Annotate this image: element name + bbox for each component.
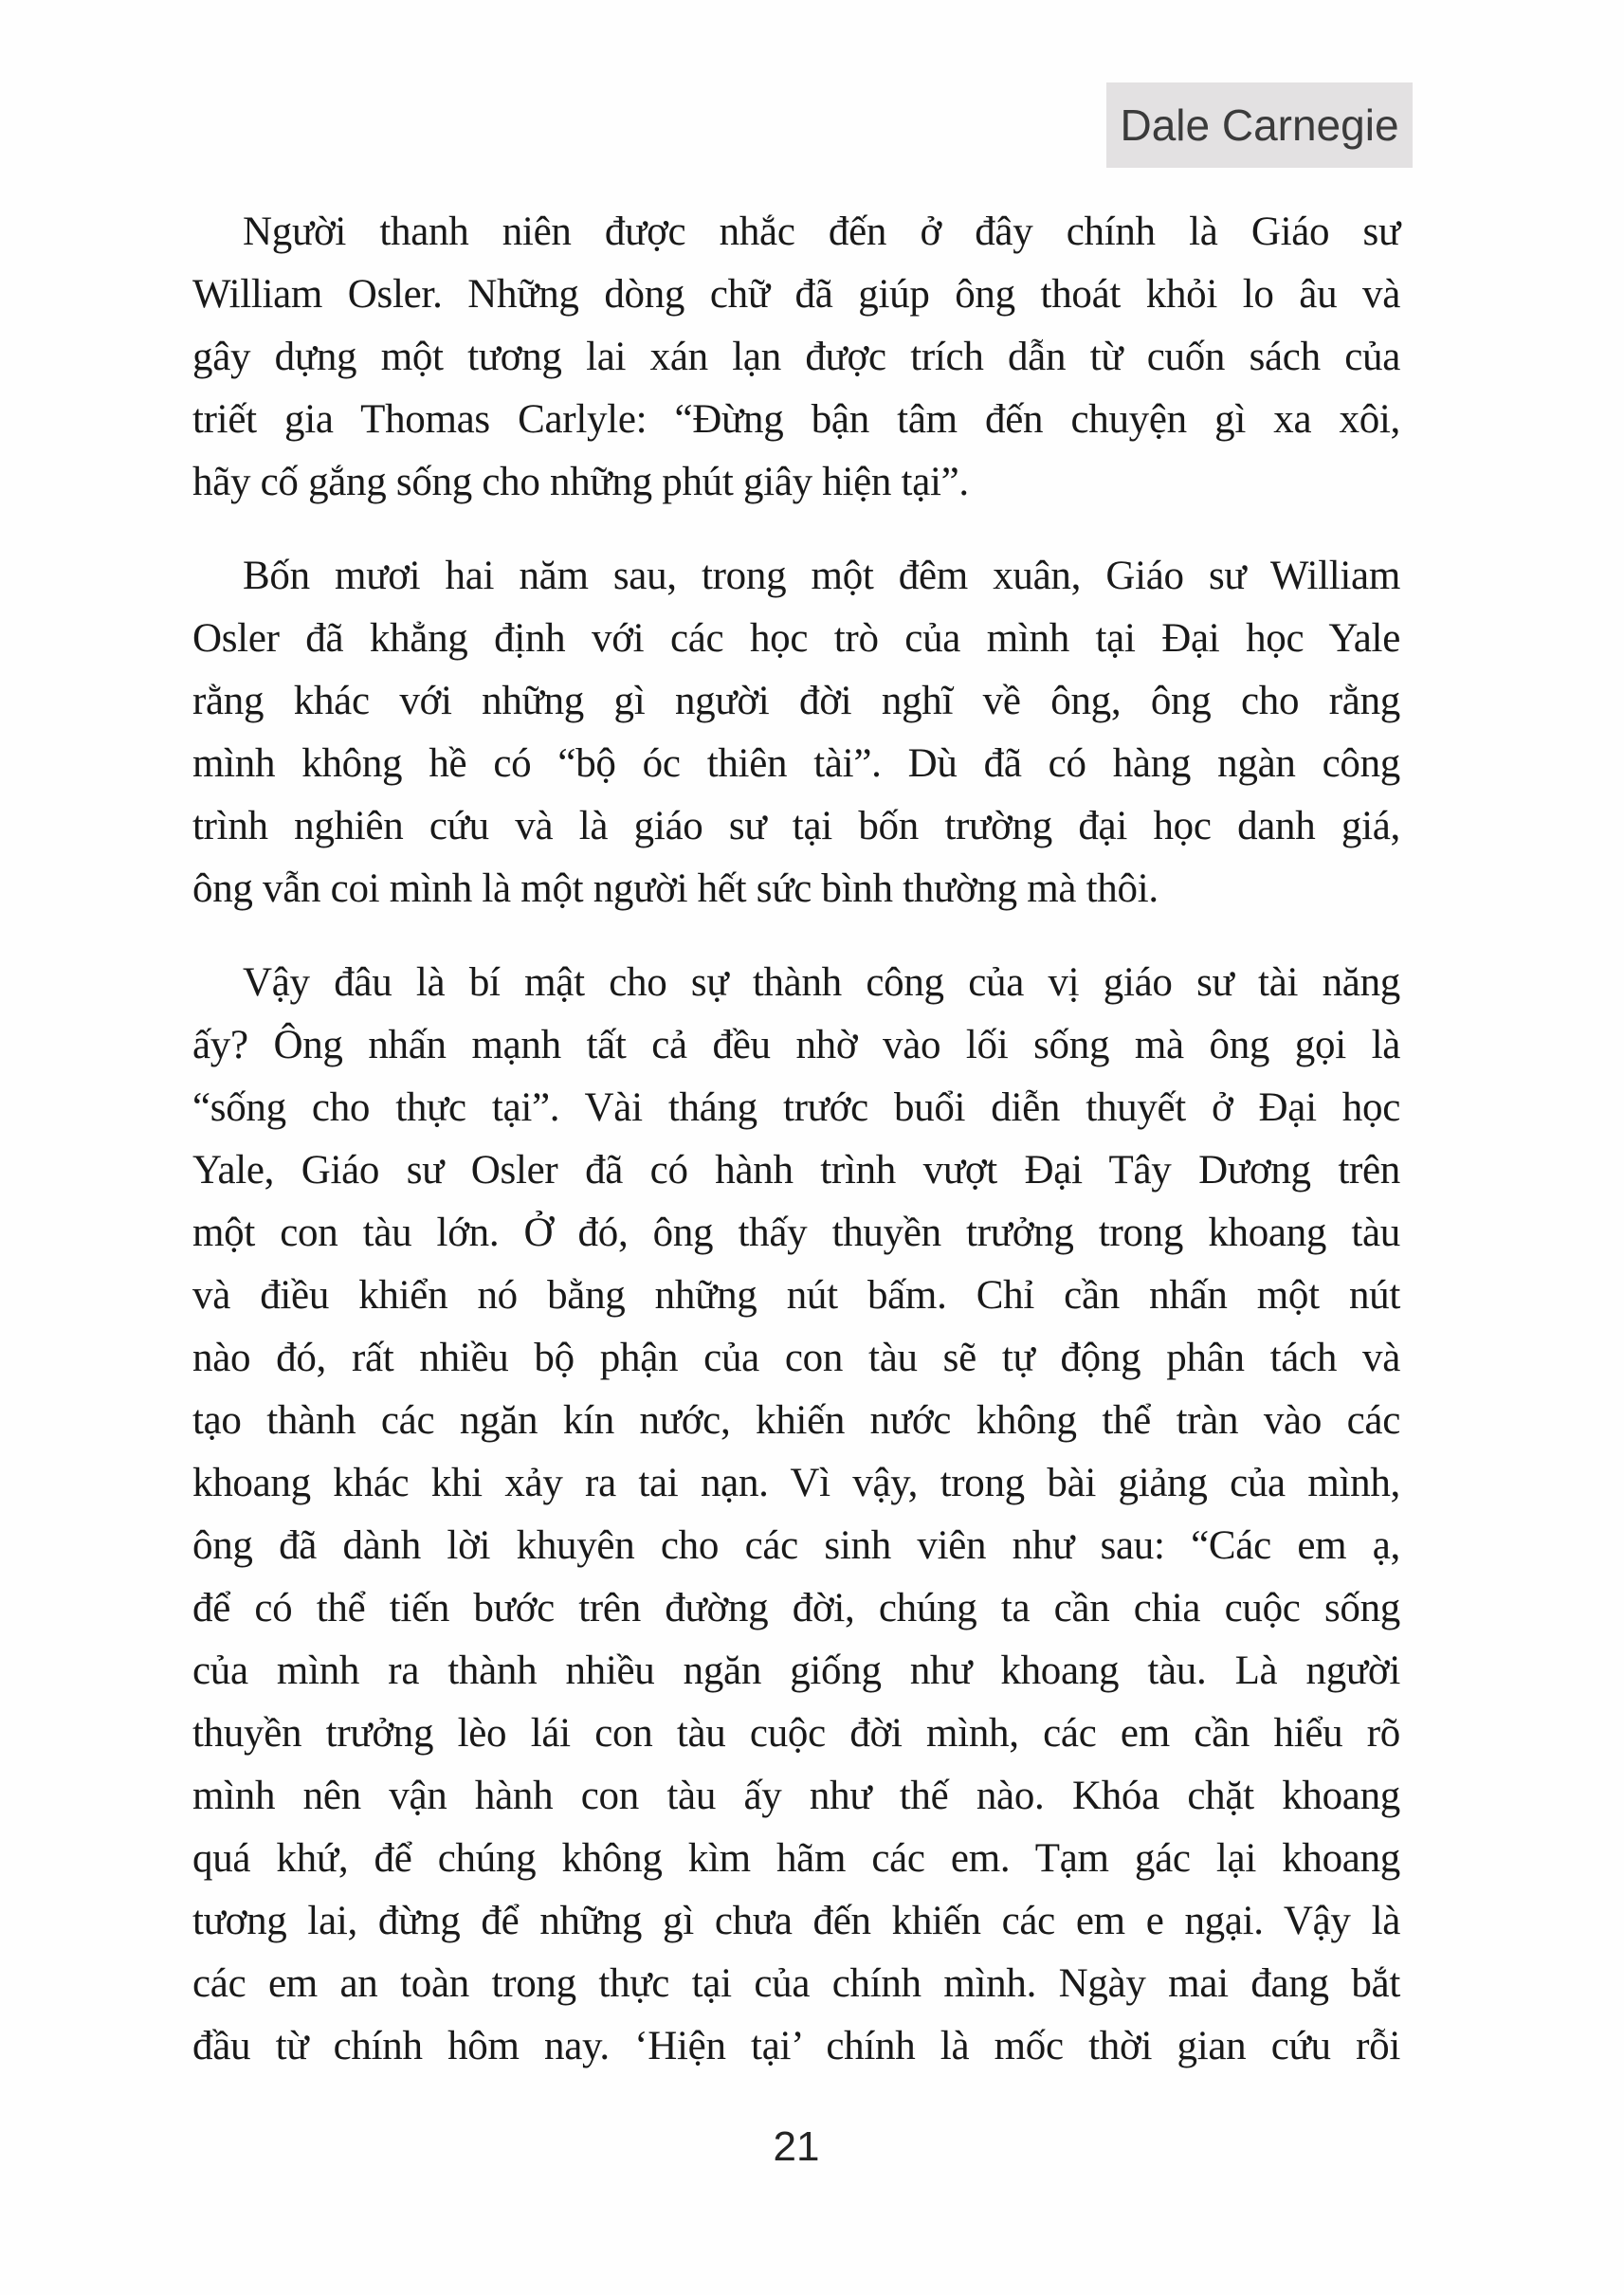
text-line: một con tàu lớn. Ở đó, ông thấy thuyền trưởng trong khoang tàu	[192, 1211, 1400, 1255]
text-line: hãy cố gắng sống cho những phút giây hiện tại”.	[192, 460, 969, 504]
text-line: quá khứ, để chúng không kìm hãm các em. Tạm gác lại khoang	[192, 1836, 1400, 1881]
text-line: triết gia Thomas Carlyle: “Đừng bận tâm đến chuyện gì xa xôi,	[192, 397, 1400, 442]
page-number: 21	[773, 2123, 820, 2170]
text-line: Bốn mươi hai năm sau, trong một đêm xuân, Giáo sư William	[243, 554, 1400, 598]
text-line: mình nên vận hành con tàu ấy như thế nào. Khóa chặt khoang	[192, 1774, 1400, 1818]
text-line: mình không hề có “bộ óc thiên tài”. Dù đã có hàng ngàn công	[192, 741, 1400, 786]
text-line: khoang khác khi xảy ra tai nạn. Vì vậy, trong bài giảng của mình,	[192, 1461, 1400, 1505]
text-line: tương lai, đừng để những gì chưa đến khiến các em e ngại. Vậy là	[192, 1899, 1400, 1943]
text-line: Yale, Giáo sư Osler đã có hành trình vượt Đại Tây Dương trên	[192, 1148, 1400, 1193]
paragraph-3	[192, 952, 1400, 2078]
text-line: Vậy đâu là bí mật cho sự thành công của vị giáo sư tài năng	[243, 960, 1400, 1005]
text-line: ông vẫn coi mình là một người hết sức bình thường mà thôi.	[192, 866, 1159, 911]
text-line: Người thanh niên được nhắc đến ở đây chính là Giáo sư	[243, 209, 1400, 254]
text-line: của mình ra thành nhiều ngăn giống như khoang tàu. Là người	[192, 1648, 1400, 1693]
text-line: và điều khiển nó bằng những nút bấm. Chỉ cần nhấn một nút	[192, 1273, 1400, 1318]
text-line: William Osler. Những dòng chữ đã giúp ông thoát khỏi lo âu và	[192, 272, 1400, 317]
paragraph-2	[192, 545, 1400, 920]
text-line: ấy? Ông nhấn mạnh tất cả đều nhờ vào lối sống mà ông gọi là	[192, 1023, 1400, 1067]
text-line: tạo thành các ngăn kín nước, khiến nước không thể tràn vào các	[192, 1398, 1400, 1443]
text-line: nào đó, rất nhiều bộ phận của con tàu sẽ tự động phân tách và	[192, 1336, 1400, 1380]
text-line: “sống cho thực tại”. Vài tháng trước buổi diễn thuyết ở Đại học	[192, 1085, 1400, 1130]
text-line: đầu từ chính hôm nay. ‘Hiện tại’ chính là mốc thời gian cứu rỗi	[192, 2024, 1400, 2068]
text-line: ông đã dành lời khuyên cho các sinh viên như sau: “Các em ạ,	[192, 1523, 1400, 1568]
text-block	[192, 201, 1400, 2078]
text-line: trình nghiên cứu và là giáo sư tại bốn trường đại học danh giá,	[192, 804, 1400, 848]
text-line: các em an toàn trong thực tại của chính mình. Ngày mai đang bắt	[192, 1961, 1400, 2006]
paragraph-1	[192, 201, 1400, 514]
running-header-box	[1106, 82, 1413, 168]
running-header-text: Dale Carnegie	[1120, 100, 1399, 150]
text-line: rằng khác với những gì người đời nghĩ về ông, ông cho rằng	[192, 679, 1400, 723]
text-line: Osler đã khẳng định với các học trò của mình tại Đại học Yale	[192, 616, 1400, 661]
text-line: gây dựng một tương lai xán lạn được trích dẫn từ cuốn sách của	[192, 335, 1400, 379]
text-line: thuyền trưởng lèo lái con tàu cuộc đời mình, các em cần hiểu rõ	[192, 1711, 1400, 1756]
text-line: để có thể tiến bước trên đường đời, chúng ta cần chia cuộc sống	[192, 1586, 1400, 1630]
